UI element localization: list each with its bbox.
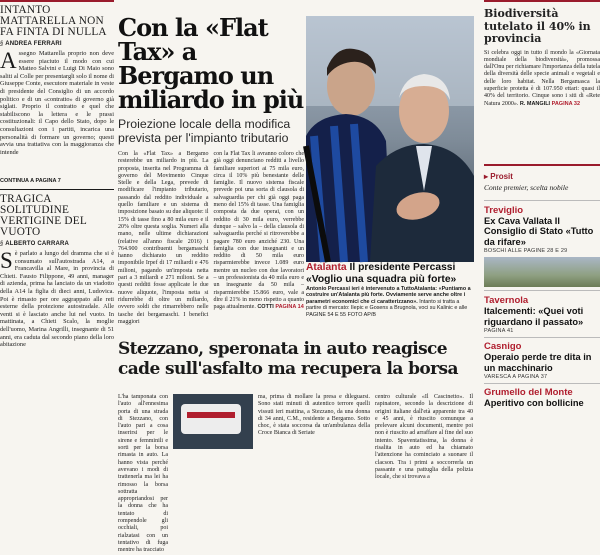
prosit-text: Conte premier, scelta nobile — [484, 182, 569, 192]
main-headline[interactable]: Con la «Flat Tax» a Bergamo un miliardo in più — [118, 13, 304, 114]
prosit-rule — [484, 164, 600, 166]
brief-item[interactable]: Treviglio Ex Cava Vallata Il Consiglio di Stato «Tutto da rifare» BOSCHI ALLE PAGINE 28 E 29 — [484, 204, 594, 254]
editorial-byline: § ANDREA FERRARI — [0, 41, 62, 47]
brief-item[interactable]: Grumello del Monte Aperitivo con bollicine — [484, 387, 584, 408]
prosit-label: ▸ Prosit — [484, 171, 513, 181]
divider — [484, 337, 600, 338]
editorial-title[interactable]: INTANTO MATTARELLA NON FA FINTA DI NULLA — [0, 4, 107, 38]
second-body — [118, 394, 473, 554]
photo-caption-body: Antonio Percassi ieri è intervenuto a TuttoAtalanta: «Puntiamo a costruire un'Atalanta più forte. Ovviamente serve anche oltre i parametri economici che ci caratterizzano». Intanto si tratta a partire di mercato: Ilepic e Gosens a Brugnola, voci su Kalinic e alle PAGINE 54 E 55 FOTO AP/B — [306, 286, 471, 318]
main-body — [118, 151, 304, 339]
editorial-continue[interactable]: CONTINUA A PAGINA 7 — [0, 178, 61, 184]
editorial-body: Assegno Mattarella proprio non deve essere piaciuto il modo con cui Matteo Salvini e Luigi Di Maio sono saliti al Colle per presentargli solo il nome di Giuseppe Conte, esecutore materiale in veste di presidente del Consiglio di un accordo politico e di un «contratto» di governo già siglati. Proprio il contratto e quel che stabiliscono la lettera e le prassi costituzionali: il Capo dello Stato, dopo le consultazioni con i partiti, incarica una personalità di formare un governo; questi avvia una trattativa con la maggioranza che intende — [0, 48, 114, 156]
main-body-col1: Con la «Flat Tax» a Bergamo resterebbe un miliardo in più. La proposta, inserita nel Programma di governo del Movimento Cinque Stelle e della Lega, prevede di modificare l'impianto tributario, passando dal reddito individuale a quello familiare e un sistema di imposizione basato su due aliquote: il 15% di tasse fino a 80 mila euro e il 20% oltre questa soglia. Numeri alla mano, nelle ultime dichiarazioni (relative all'anno fiscale 2016) i 764.900 contribuenti bergamaschi hanno dichiarato un reddito imponibile Irpef di 17 miliardi e 476 milioni, pagando un'imposta netta pari a 3 miliardi e 271 milioni. Se a questi redditi fosse applicate le due nuove aliquote, l'imposta netta si ridurrebbe di oltre un miliardo, ovvero soldi che rimarrebbero nelle tasche dei bergamaschi. I benefici maggiori — [118, 151, 209, 325]
atalanta-photo — [306, 16, 474, 262]
second-story — [118, 340, 478, 379]
divider — [484, 290, 600, 291]
arrow-icon: ▸ — [484, 171, 489, 181]
police-car-photo — [173, 394, 253, 449]
divider — [484, 200, 600, 201]
main-story — [118, 13, 304, 339]
main-subheadline: Proiezione locale della modifica prevista per l'impianto tributario — [118, 117, 291, 145]
cava-photo — [484, 257, 600, 287]
column-body: Sè parlato a lungo del dramma che si è consumato sull'autostrada A14, a Francavilla al Mare, in provincia di Chieti. Fausto Filippone, 49 anni, manager di azienda, prima ha lanciato da un viadotto della A14 la figlia di dieci anni, Ludovica. Poi è rimasto per ore aggrappato alle reti esterne della protezione autostradale. Alle venti si è lasciato anche lui nel vuoto. In mattinata, a Chieti Scalo, la moglie dell'uomo, Marina Angrilli, insegnante di 51 anni, era caduta dal secondo piano della loro abitazione — [0, 248, 114, 349]
brief-item[interactable]: Tavernola Italcementi: «Quei voti riguardano il passato» PAGINA 41 — [484, 295, 584, 334]
biodiversity-body: Si celebra oggi in tutto il mondo la «Giornata mondiale della biodiversità», promossa dall'Onu per richiamare l'importanza della tutela della diversità delle specie animali e vegetali e delle loro habitat. Nella Bergamasca la superficie protetta è di 107.950 ettari: quasi il 40% del territorio. Cinque sono i siti di «Rete Natura 2000». R. MANGILI PAGINA 32 — [484, 49, 600, 107]
photo-caption-title[interactable]: Atalanta Il presidente Percassi «Voglio una squadra più forte» — [306, 262, 457, 285]
top-rule — [0, 0, 114, 2]
top-rule — [484, 0, 600, 2]
second-headline[interactable]: Stezzano, speronata in auto reagisce cade sull'asfalto ma recupera la borsa — [118, 339, 458, 379]
second-body-col2: ma, prima di mollare la presa e dileguarsi. Sono stati minuti di autentico terrore quelli vissuti ieri mattina, a Stezzano, da una donna di 34 anni, C.M., residente a Bergamo. Sotto choc, è stata soccorsa da un'ambulanza della Croce Bianca di Seriate — [258, 394, 370, 437]
second-body-col3: centro culturale «Il Cascinetto». Il rapinatore, secondo la descrizione di origini italiane dall'età apparente tra 40 e 45 anni, è riuscito comunque a prelevare alcuni documenti, mentre poi non è riuscito ad arraffare al fine del suo intento. Spaventatissima, la donna è risalita in auto ed ha chiamato l'attenzione ha cominciato a suonare il clacson. Tra i primi a soccorrerla un passante e una pattuglia della polizia locale, che si trovava a — [375, 394, 473, 481]
left-column — [0, 0, 114, 398]
biodiversity-headline[interactable]: Biodiversità tutelato il 40% in provincia — [484, 7, 591, 45]
main-jump[interactable]: PAGINA 14 — [275, 304, 304, 311]
column-byline: § ALBERTO CARRARA — [0, 241, 70, 247]
main-author: COTTI — [257, 304, 274, 311]
column-title[interactable]: TRAGICA SOLITUDINE VERTIGINE DEL VUOTO — [0, 193, 87, 238]
second-body-col1: L'ha tamponata con l'auto all'ennesima porta di una strada di Stezzano, con l'auto pari a cosa inserirsi per le sirene e femminili e sorti per la borsa rimasta in auto. La hanno vista perché avevano i modi di trattenerla ma lei ha rimosso la borsa sottratta appropriandosi per la donna che ha tentato di rompendole gli occhiali, poi rialzatasi con un tentativo di fuga mentre ha tracciato — [118, 394, 168, 554]
divider — [0, 189, 114, 190]
right-column — [484, 0, 600, 409]
prosit-box[interactable] — [484, 172, 600, 192]
divider — [484, 383, 600, 384]
main-body-col2: con la Flat Tax li avranno coloro che già oggi denunciano redditi a livello familiare superiori ai 75 mila euro, circa il 10% più benestante delle famiglie. Il nuovo sistema fiscale prevede poi una sorta di clausola di salvaguardia per chi già oggi paga meno del 15% di tasse. Una famiglia composta da due operai, con un reddito di 30 mila euro, verrebbe dunque – salvo la – della clausola di salvaguardia perché si ritroverebbe a pagare 780 euro anziché 230. Una famiglia con due insegnanti e un reddito di 50 mila euro risparmierebbe invece 1.089 euro mentre un nucleo con due lavoratori – un professionista da 40 mila euro e un insegnante da 50 mila – risparmierebbe 15.866 euro, vale a dire il 21% in meno rispetto a quanto paga attualmente. COTTI PAGINA 14 — [213, 151, 304, 311]
brief-item[interactable]: Casnigo Operaio perde tre dita in un macchinario VARESCA A PAGINA 37 — [484, 341, 592, 380]
